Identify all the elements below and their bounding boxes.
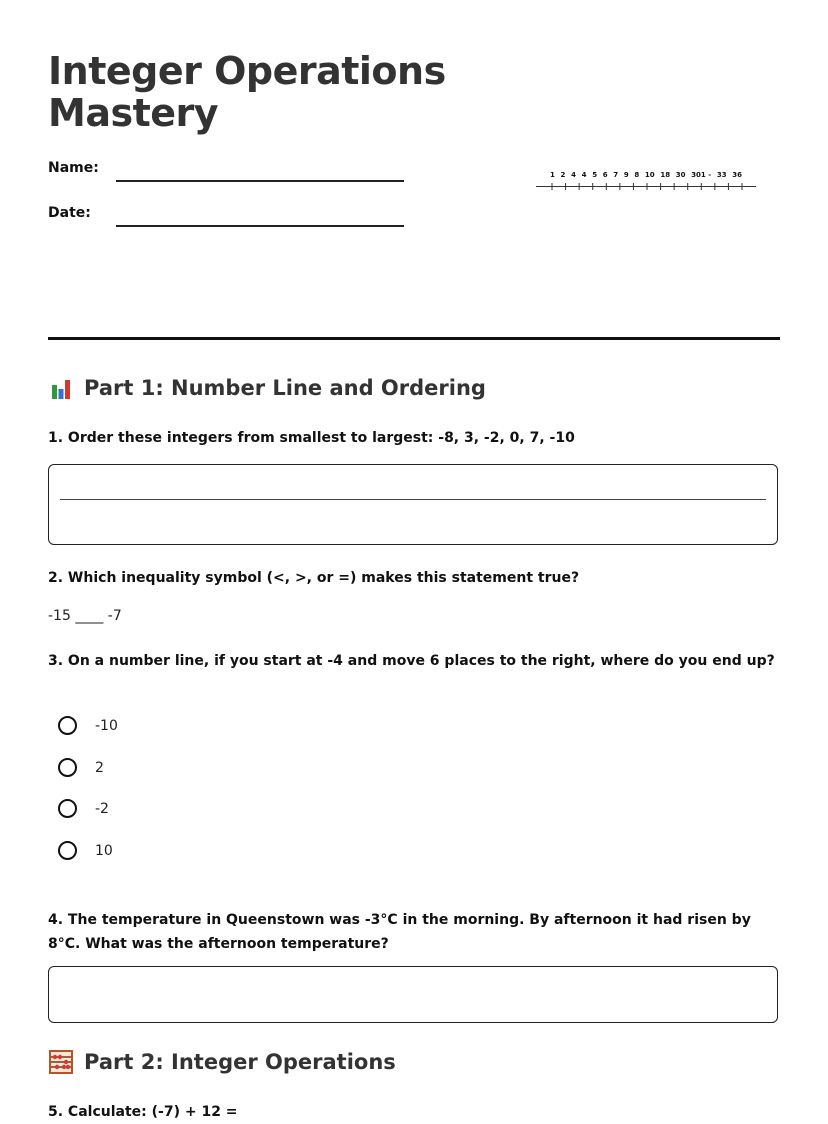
number-line-label: 301 - [691, 171, 712, 179]
answer-box-1[interactable] [48, 464, 778, 545]
question-1: 1. Order these integers from smallest to largest: -8, 3, -2, 0, 7, -10 [48, 430, 575, 446]
number-line-label: 8 [634, 171, 640, 179]
option-label: 2 [95, 759, 104, 776]
option-label: 10 [95, 842, 113, 859]
number-line-label: 6 [602, 171, 608, 179]
date-field-line[interactable] [116, 225, 404, 227]
name-field-line[interactable] [116, 180, 404, 182]
radio-button[interactable] [58, 716, 77, 735]
radio-button[interactable] [58, 758, 77, 777]
part2-heading-text: Part 2: Integer Operations [84, 1050, 396, 1074]
radio-button[interactable] [58, 799, 77, 818]
number-line-label: 2 [560, 171, 566, 179]
answer-line-1 [60, 499, 766, 500]
option-label: -2 [95, 800, 109, 817]
title-line-1: Integer Operations [48, 49, 446, 93]
name-label: Name: [48, 160, 99, 176]
question-3: 3. On a number line, if you start at -4 and move 6 places to the right, where do you end up? [48, 653, 775, 669]
number-line-graphic [536, 170, 756, 192]
question-2-expression: -15 ____ -7 [48, 608, 122, 624]
header-divider [48, 337, 780, 340]
option-q3-a[interactable] [58, 716, 118, 735]
number-line-label: 5 [592, 171, 598, 179]
number-line-label: 36 [732, 171, 742, 179]
number-line-ticks [536, 182, 756, 192]
number-line-label: 7 [613, 171, 619, 179]
title-line-2: Mastery [48, 91, 219, 135]
date-label: Date: [48, 205, 91, 221]
part1-heading [48, 375, 486, 401]
number-line-label: 33 [716, 171, 727, 179]
answer-box-4[interactable] [48, 966, 778, 1023]
option-q3-b[interactable] [58, 758, 104, 777]
option-q3-c[interactable] [58, 799, 109, 818]
bar-chart-icon [48, 375, 74, 401]
part2-heading [48, 1049, 396, 1075]
number-line-labels [536, 170, 756, 180]
number-line-label: 10 [644, 171, 655, 179]
question-2: 2. Which inequality symbol (<, >, or =) makes this statement true? [48, 570, 580, 586]
number-line-label: 1 [550, 171, 555, 179]
option-q3-d[interactable] [58, 841, 113, 860]
number-line-label: 4 [571, 171, 576, 179]
abacus-icon [48, 1049, 74, 1075]
number-line-label: 4 [581, 171, 587, 179]
radio-button[interactable] [58, 841, 77, 860]
question-4: 4. The temperature in Queenstown was -3°C in the morning. By afternoon it had risen by 8°C. What was the afternoon temperature? [48, 912, 751, 952]
number-line-label: 30 [675, 171, 686, 179]
worksheet-title [48, 50, 446, 134]
part1-heading-text: Part 1: Number Line and Ordering [84, 376, 486, 400]
number-line-label: 18 [660, 171, 671, 179]
question-5: 5. Calculate: (-7) + 12 = [48, 1104, 238, 1120]
number-line-label: 9 [623, 171, 629, 179]
option-label: -10 [95, 717, 118, 734]
